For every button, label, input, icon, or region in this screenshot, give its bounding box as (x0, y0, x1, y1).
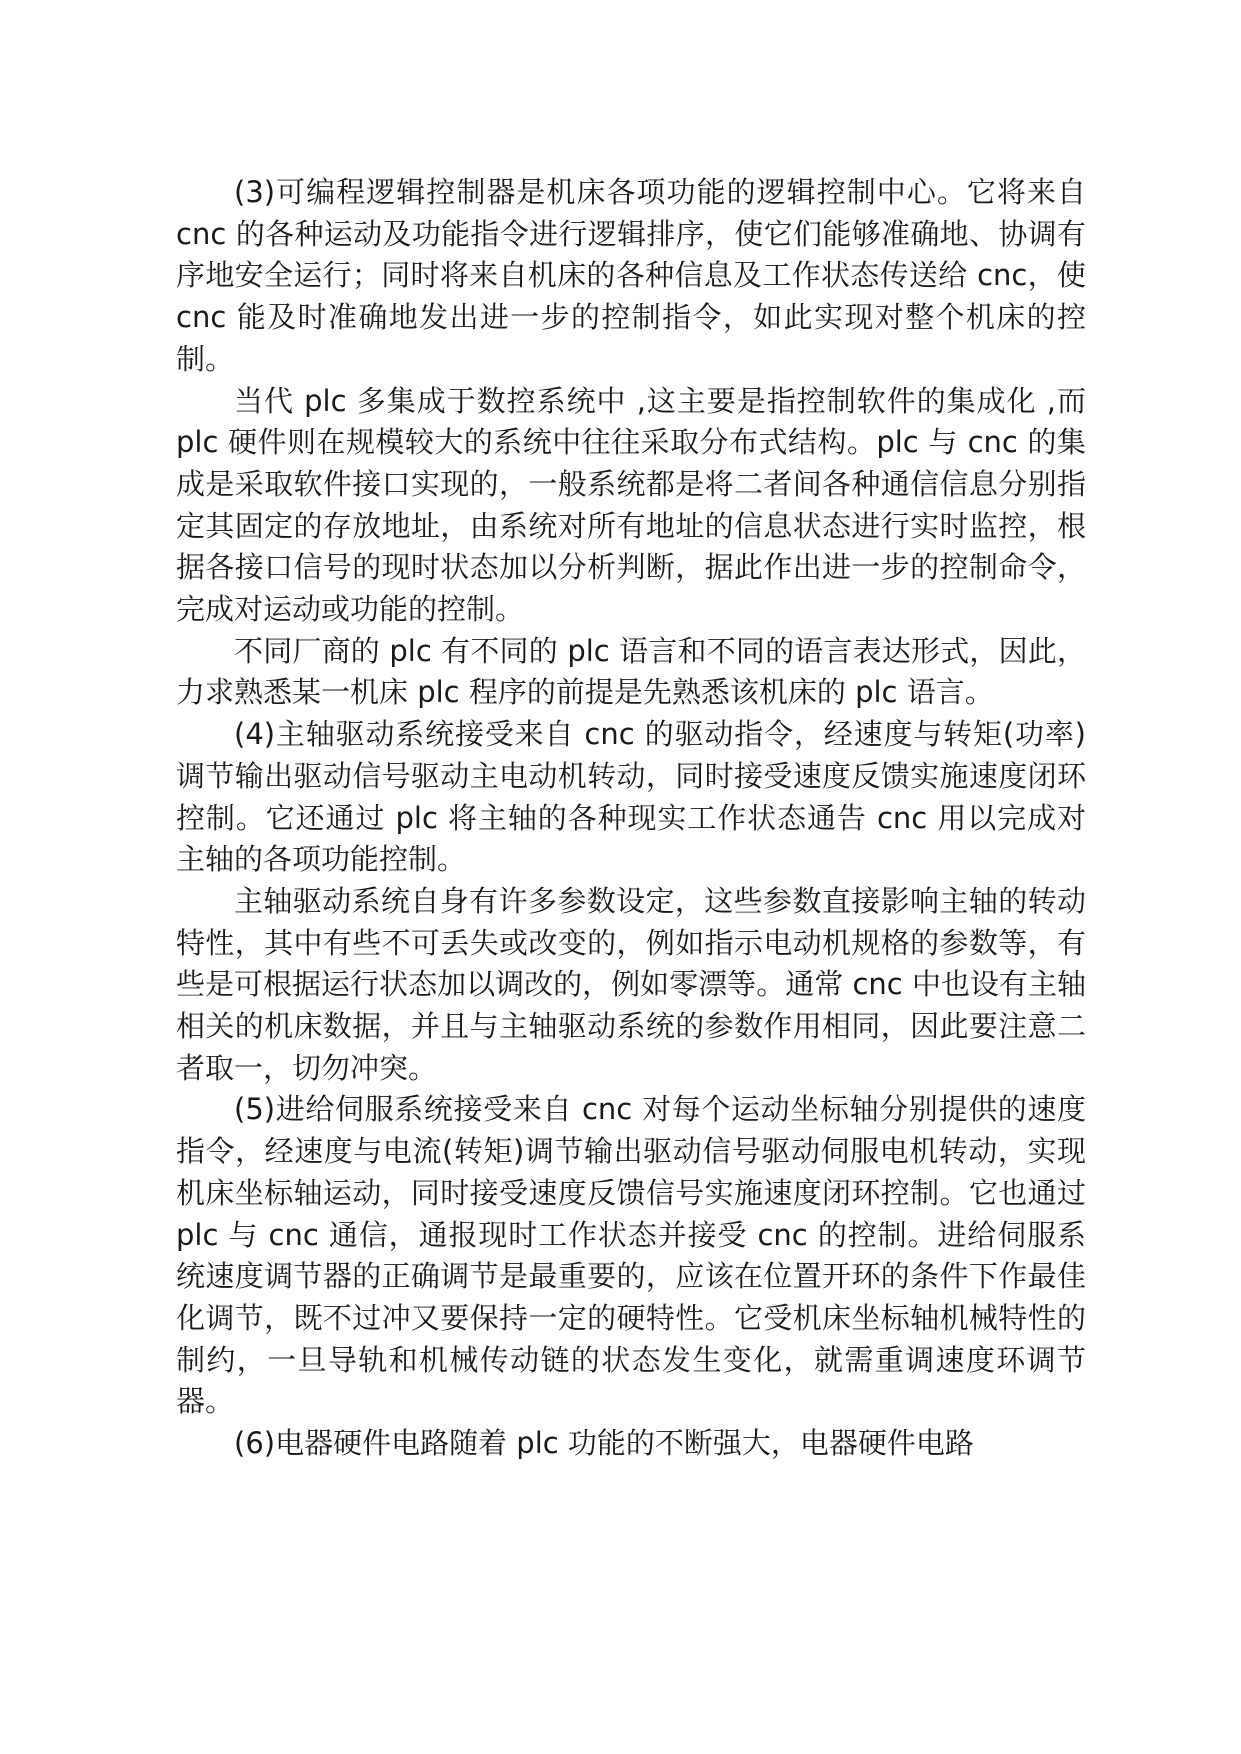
paragraph-spindle-drive: (4)主轴驱动系统接受来自 cnc 的驱动指令，经速度与转矩(功率)调节输出驱动信号驱动主电动机转动，同时接受速度反馈实施速度闭环控制。它还通过 plc 将主轴的各种现实工作状态通告 cnc 用以完成对主轴的各项功能控制。 (176, 717, 1086, 877)
paragraph-plc-languages: 不同厂商的 plc 有不同的 plc 语言和不同的语言表达形式，因此，力求熟悉某一机床 plc 程序的前提是先熟悉该机床的 plc 语言。 (176, 633, 1086, 710)
paragraph-plc-logic-center: (3)可编程逻辑控制器是机床各项功能的逻辑控制中心。它将来自 cnc 的各种运动及功能指令进行逻辑排序，使它们能够准确地、协调有序地安全运行；同时将来自机床的各种信息及工作状态传送给 cnc，使 cnc 能及时准确地发出进一步的控制指令，如此实现对整个机床的控制。 (176, 175, 1086, 376)
paragraph-electrical-hardware: (6)电器硬件电路随着 plc 功能的不断强大，电器硬件电路 (234, 1426, 974, 1461)
paragraph-spindle-parameters: 主轴驱动系统自身有许多参数设定，这些参数直接影响主轴的转动特性，其中有些不可丢失或改变的，例如指示电动机规格的参数等，有些是可根据运行状态加以调改的，例如零漂等。通常 cnc 中也设有主轴相关的机床数据，并且与主轴驱动系统的参数作用相同，因此要注意二者取一，切勿冲突。 (176, 883, 1086, 1085)
document-body (176, 172, 1086, 1465)
paragraph-feed-servo: (5)进给伺服系统接受来自 cnc 对每个运动坐标轴分别提供的速度指令，经速度与电流(转矩)调节输出驱动信号驱动伺服电机转动，实现机床坐标轴运动，同时接受速度反馈信号实施速度闭环控制。它也通过 plc 与 cnc 通信，通报现时工作状态并接受 cnc 的控制。进给伺服系统速度调节器的正确调节是最重要的，应该在位置开环的条件下作最佳化调节，既不过冲又要保持一定的硬特性。它受机床坐标轴机械特性的制约，一旦导轨和机械传动链的状态发生变化，就需重调速度环调节器。 (176, 1092, 1086, 1419)
paragraph-plc-integration: 当代 plc 多集成于数控系统中 ,这主要是指控制软件的集成化 ,而 plc 硬件则在规模较大的系统中往往采取分布式结构。plc 与 cnc 的集成是采取软件接口实现的，一般系统都是将二者间各种通信信息分别指定其固定的存放地址，由系统对所有地址的信息状态进行实时监控，根据各接口信号的现时状态加以分析判断，据此作出进一步的控制命令，完成对运动或功能的控制。 (176, 383, 1086, 627)
